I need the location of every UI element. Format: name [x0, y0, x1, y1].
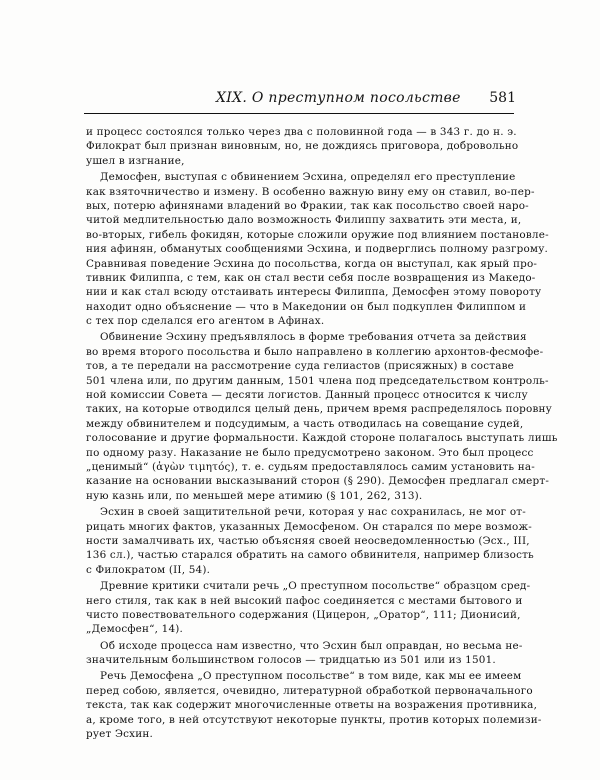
text-line: тов, а те передали на рассмотрение суда гелиастов (присяжных) в составе — [86, 360, 514, 373]
text-line: Эсхин в своей защитительной речи, которая у нас сохранилась, не мог от- — [100, 506, 526, 519]
text-line: ной комиссии Совета — десяти логистов. Данный процесс относится к числу — [86, 389, 528, 402]
text-line: ния афинян, обманутых сообщениями Эсхина, и подверглись полному разгрому. — [86, 243, 549, 256]
text-line: текста, так как содержит многочисленные ответы на возражения противника, — [86, 699, 538, 712]
text-line: Древние критики считали речь „О преступном посольстве“ образцом сред- — [100, 580, 531, 593]
text-line: по одному разу. Наказание не было предусмотрено законом. Это был процесс — [86, 446, 534, 459]
text-line: таких, на которые отводился целый день, причем время распределялось поровну — [86, 403, 552, 416]
paragraph — [86, 579, 531, 637]
text-line: него стиля, так как в ней высокий пафос соединяется с местами бытового и — [86, 594, 523, 607]
paragraph — [86, 669, 542, 741]
text-line: ную казнь или, по меньшей мере атимию (§ 101, 262, 313). — [86, 489, 423, 502]
text-line: и процесс состоялся только через два с половинной года — в 343 г. до н. э. — [86, 126, 517, 138]
text-line: ности замалчивать их, частью объясняя своей неосведомленностью (Эсх., III, — [86, 534, 530, 547]
text-line: чисто повествовательного содержания (Цицерон, „Оратор“, 111; Дионисий, — [86, 608, 521, 621]
text-line: „ценимый“ (ἀγὼν τιμητός), т. е. судьям предоставлялось самим установить на- — [86, 460, 536, 473]
text-line: „Демосфен“, 14). — [86, 623, 184, 636]
body-text — [86, 125, 558, 743]
chapter-title: XIX. О преступном посольстве — [216, 90, 461, 106]
text-line: ушел в изгнание, — [86, 154, 185, 167]
text-line: перед собою, является, очевидно, литературной обработкой первоначального — [86, 684, 533, 697]
text-line: Сравнивая поведение Эсхина до посольства, когда он выступал, как ярый про- — [86, 257, 538, 270]
paragraph — [86, 330, 558, 503]
text-line: Речь Демосфена „О преступном посольстве“ в том виде, как мы ее имеем — [100, 670, 522, 683]
text-line: читой медлительностью дало возможность Филиппу захватить эти места, и, — [86, 214, 522, 227]
text-line: вых, потерю афинянами владений во Фракии, так как посольство своей наро- — [86, 199, 529, 212]
text-line: Обвинение Эсхину предъявлялось в форме требования отчета за действия — [100, 331, 527, 344]
text-line: Филократ был признан виновным, но, не дождиясь приговора, добровольно — [86, 140, 519, 153]
text-line: голосование и другие формальности. Каждой стороне полагалось выступать лишь — [86, 432, 558, 445]
text-line: во-вторых, гибель фокидян, которые сложили оружие под влиянием постановле- — [86, 228, 549, 241]
text-line: 501 члена или, по другим данным, 1501 члена под председательством контроль- — [86, 374, 549, 387]
header-rule — [84, 113, 514, 114]
text-line: тивник Филиппа, с тем, как он стал вести себя после возвращения из Македо- — [86, 271, 536, 284]
paragraph — [86, 505, 534, 577]
paragraph — [86, 125, 519, 168]
paragraph — [86, 170, 549, 328]
text-line: с Филократом (II, 54). — [86, 563, 211, 576]
text-line: Демосфен, выступая с обвинением Эсхина, определял его преступление — [100, 171, 516, 184]
paragraph — [86, 639, 523, 668]
text-line: с тех пор сделался его агентом в Афинах. — [86, 315, 325, 328]
text-line: рицать многих фактов, указанных Демосфеном. Он старался по мере возмож- — [86, 520, 532, 533]
text-line: находит одно объяснение — что в Македонии он был подкуплен Филиппом и — [86, 300, 527, 313]
running-header — [86, 90, 516, 112]
text-line: как взяточничество и измену. В особенно важную вину ему он ставил, во-пер- — [86, 185, 535, 198]
text-line: значительным большинством голосов — тридцатью из 501 или из 1501. — [86, 654, 496, 667]
text-line: казание на основании высказываний сторон (§ 290). Демосфен предлагал смерт- — [86, 475, 550, 488]
page-number: 581 — [489, 90, 516, 106]
text-line: между обвинителем и подсудимым, а часть отводилась на совещание судей, — [86, 417, 524, 430]
text-line: а, кроме того, в ней отсутствуют некоторые пункты, против которых полемизи- — [86, 713, 542, 726]
text-line: нии и как стал всюду отстаивать интересы Филиппа, Демосфен этому повороту — [86, 286, 542, 299]
text-line: Об исходе процесса нам известно, что Эсхин был оправдан, но весьма не- — [100, 639, 523, 652]
text-line: 136 сл.), частью старался обратить на самого обвинителя, например близость — [86, 549, 534, 562]
text-line: рует Эсхин. — [86, 728, 153, 741]
text-line: во время второго посольства и было направлено в коллегию архонтов-фесмофе- — [86, 345, 544, 358]
